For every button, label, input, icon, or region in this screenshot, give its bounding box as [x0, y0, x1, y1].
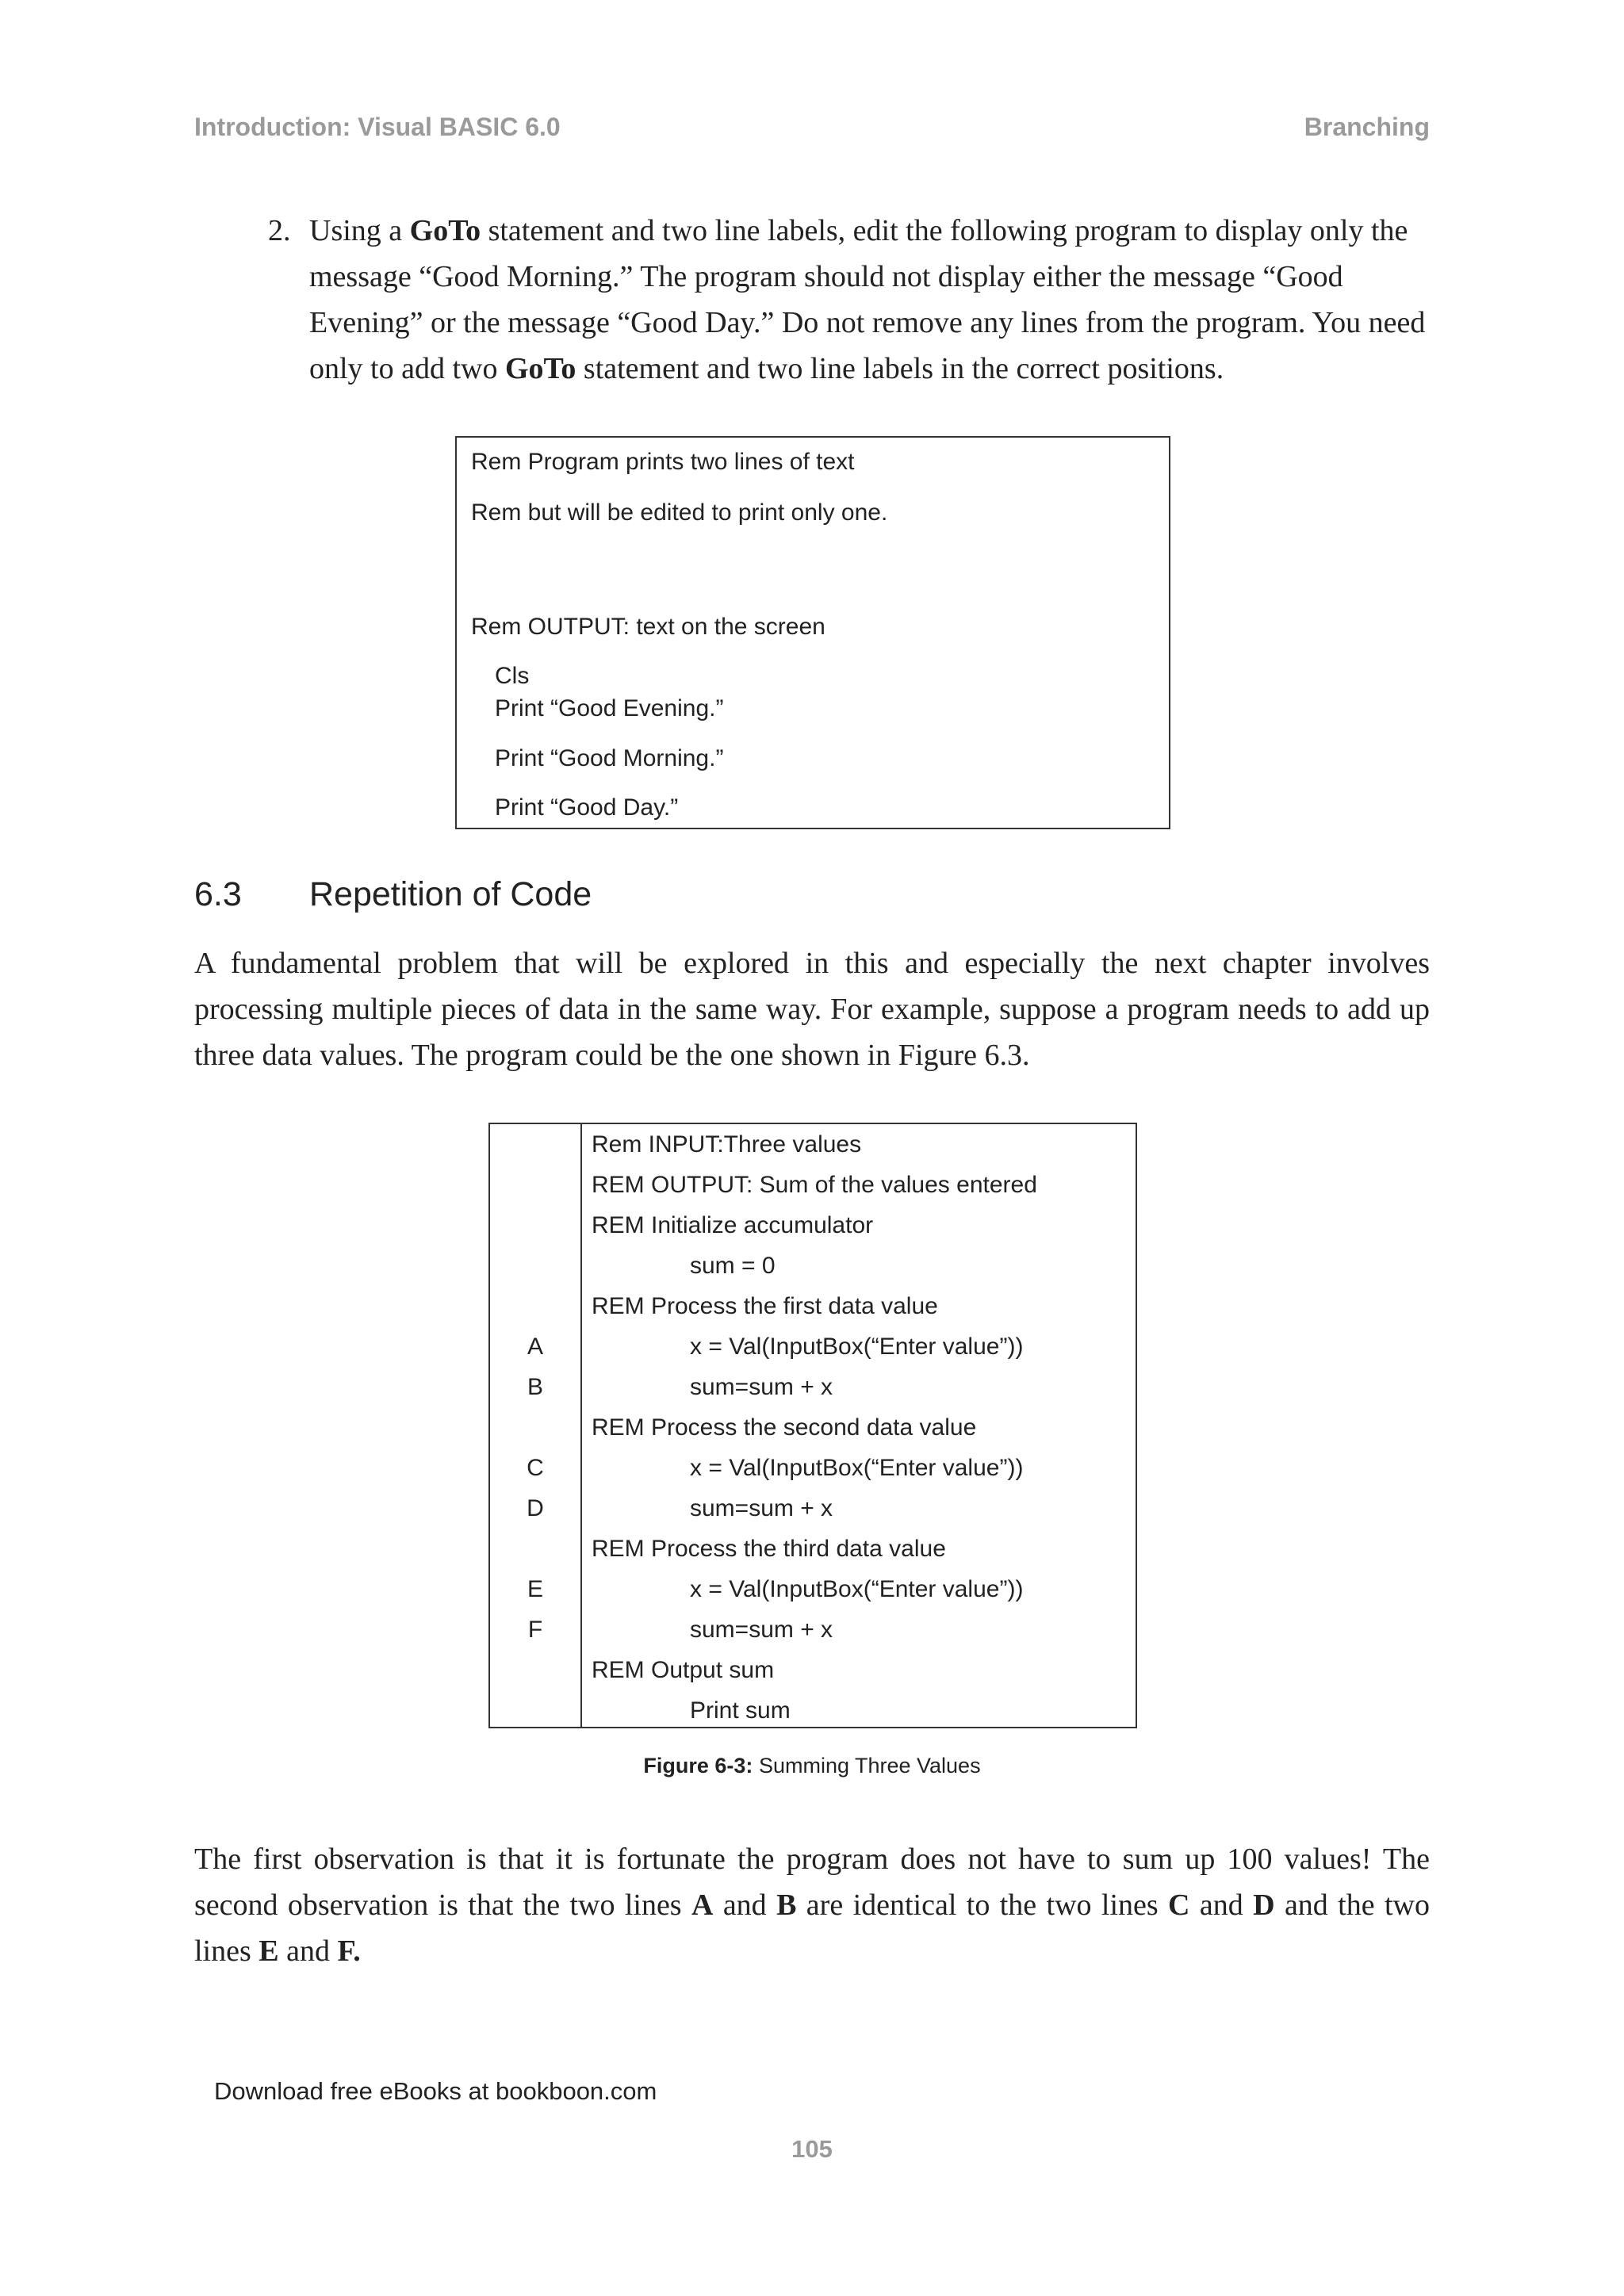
program-line: Print “Good Day.” — [495, 794, 679, 821]
table-row — [490, 1690, 1136, 1731]
program-line: Rem but will be edited to print only one. — [471, 499, 888, 526]
program-line: Cls — [495, 663, 530, 689]
table-row — [490, 1569, 1136, 1609]
line-reference: E — [259, 1934, 279, 1968]
code-line: sum = 0 — [690, 1253, 776, 1279]
table-row — [490, 1286, 1136, 1326]
table-row — [490, 1488, 1136, 1529]
program-line: Print “Good Morning.” — [495, 745, 724, 771]
table-row — [490, 1246, 1136, 1286]
code-line: REM OUTPUT: Sum of the values entered — [592, 1172, 1037, 1198]
body-paragraph: A fundamental problem that will be explored in this and especially the next chapter involves processing multiple pieces of data in the same way. For example, suppose a program needs to add up three data values. The program could be the one shown in Figure 6.3. — [194, 947, 1430, 1072]
code-line: x = Val(InputBox(“Enter value”)) — [690, 1455, 1024, 1481]
paragraph-text-part: The first observation is that it is fortunate the program does not have to sum up 100 values! The second observation is that the two lines — [194, 1843, 1430, 1922]
paragraph-text-part: and — [713, 1888, 777, 1922]
line-reference: C — [1168, 1888, 1190, 1922]
exercise-text-part: statement and two line labels, edit the following program to display only the message “Good Morning.” The program should not display either the message “Good Evening” or the message “Good Day.” Do not remove any lines from the program. You need only to add two — [309, 214, 1426, 385]
code-line: REM Process the third data value — [592, 1536, 946, 1562]
code-line: REM Process the first data value — [592, 1293, 938, 1319]
code-line: REM Initialize accumulator — [592, 1212, 874, 1238]
section-number: 6.3 — [194, 875, 242, 913]
line-label: F — [527, 1617, 543, 1643]
line-label: B — [527, 1374, 543, 1400]
paragraph-text-part: and — [1189, 1888, 1254, 1922]
line-reference: A — [691, 1888, 714, 1922]
figure-code-table — [488, 1123, 1137, 1728]
figure-caption — [0, 1754, 1624, 1778]
table-row — [490, 1165, 1136, 1205]
page-number: 105 — [791, 2135, 833, 2163]
line-label: D — [527, 1495, 544, 1521]
table-row — [490, 1205, 1136, 1246]
running-header — [194, 113, 1430, 151]
program-line: Print “Good Evening.” — [495, 695, 724, 721]
caption-label: Figure 6-3: — [643, 1754, 753, 1777]
paragraph-text-part: and the two lines — [194, 1888, 1430, 1968]
exercise-text-part: statement and two line labels in the correct positions. — [576, 352, 1224, 385]
code-line: sum=sum + x — [690, 1617, 833, 1643]
table-row — [490, 1650, 1136, 1690]
download-link[interactable]: Download free eBooks at bookboon.com — [214, 2077, 657, 2105]
line-label: E — [527, 1576, 543, 1602]
table-row — [490, 1529, 1136, 1569]
code-line: x = Val(InputBox(“Enter value”)) — [690, 1576, 1024, 1602]
exercise-item — [268, 208, 1434, 392]
program-listing-box — [455, 436, 1170, 829]
line-reference: B — [776, 1888, 797, 1922]
code-line: REM Process the second data value — [592, 1414, 977, 1441]
paragraph-text-part: are identical to the two lines — [796, 1888, 1169, 1922]
paragraph-text-part: and — [278, 1934, 338, 1968]
table-row — [490, 1367, 1136, 1407]
header-book-title: Introduction: Visual BASIC 6.0 — [194, 113, 561, 141]
exercise-text — [309, 208, 1434, 392]
code-line: sum=sum + x — [690, 1374, 833, 1400]
table-row — [490, 1609, 1136, 1650]
code-line: REM Output sum — [592, 1657, 775, 1683]
table-row — [490, 1326, 1136, 1367]
caption-text: Summing Three Values — [753, 1754, 981, 1777]
exercise-keyword: GoTo — [409, 214, 481, 247]
section-title: Repetition of Code — [309, 875, 592, 913]
program-line: Rem Program prints two lines of text — [471, 449, 855, 475]
code-line: sum=sum + x — [690, 1495, 833, 1521]
code-line: Print sum — [690, 1697, 791, 1724]
table-row — [490, 1448, 1136, 1488]
exercise-number: 2. — [268, 214, 291, 247]
code-line: Rem INPUT:Three values — [592, 1131, 862, 1158]
code-line: x = Val(InputBox(“Enter value”)) — [690, 1334, 1024, 1360]
line-reference: F. — [337, 1934, 361, 1968]
table-row — [490, 1124, 1136, 1165]
body-paragraph — [194, 1836, 1430, 1974]
header-chapter-title: Branching — [1304, 113, 1430, 141]
exercise-text-part: Using a — [309, 214, 410, 247]
line-reference: D — [1253, 1888, 1275, 1922]
table-row — [490, 1407, 1136, 1448]
exercise-keyword: GoTo — [504, 352, 576, 385]
line-label: A — [527, 1334, 543, 1360]
line-label: C — [527, 1455, 544, 1481]
program-line: Rem OUTPUT: text on the screen — [471, 614, 825, 640]
